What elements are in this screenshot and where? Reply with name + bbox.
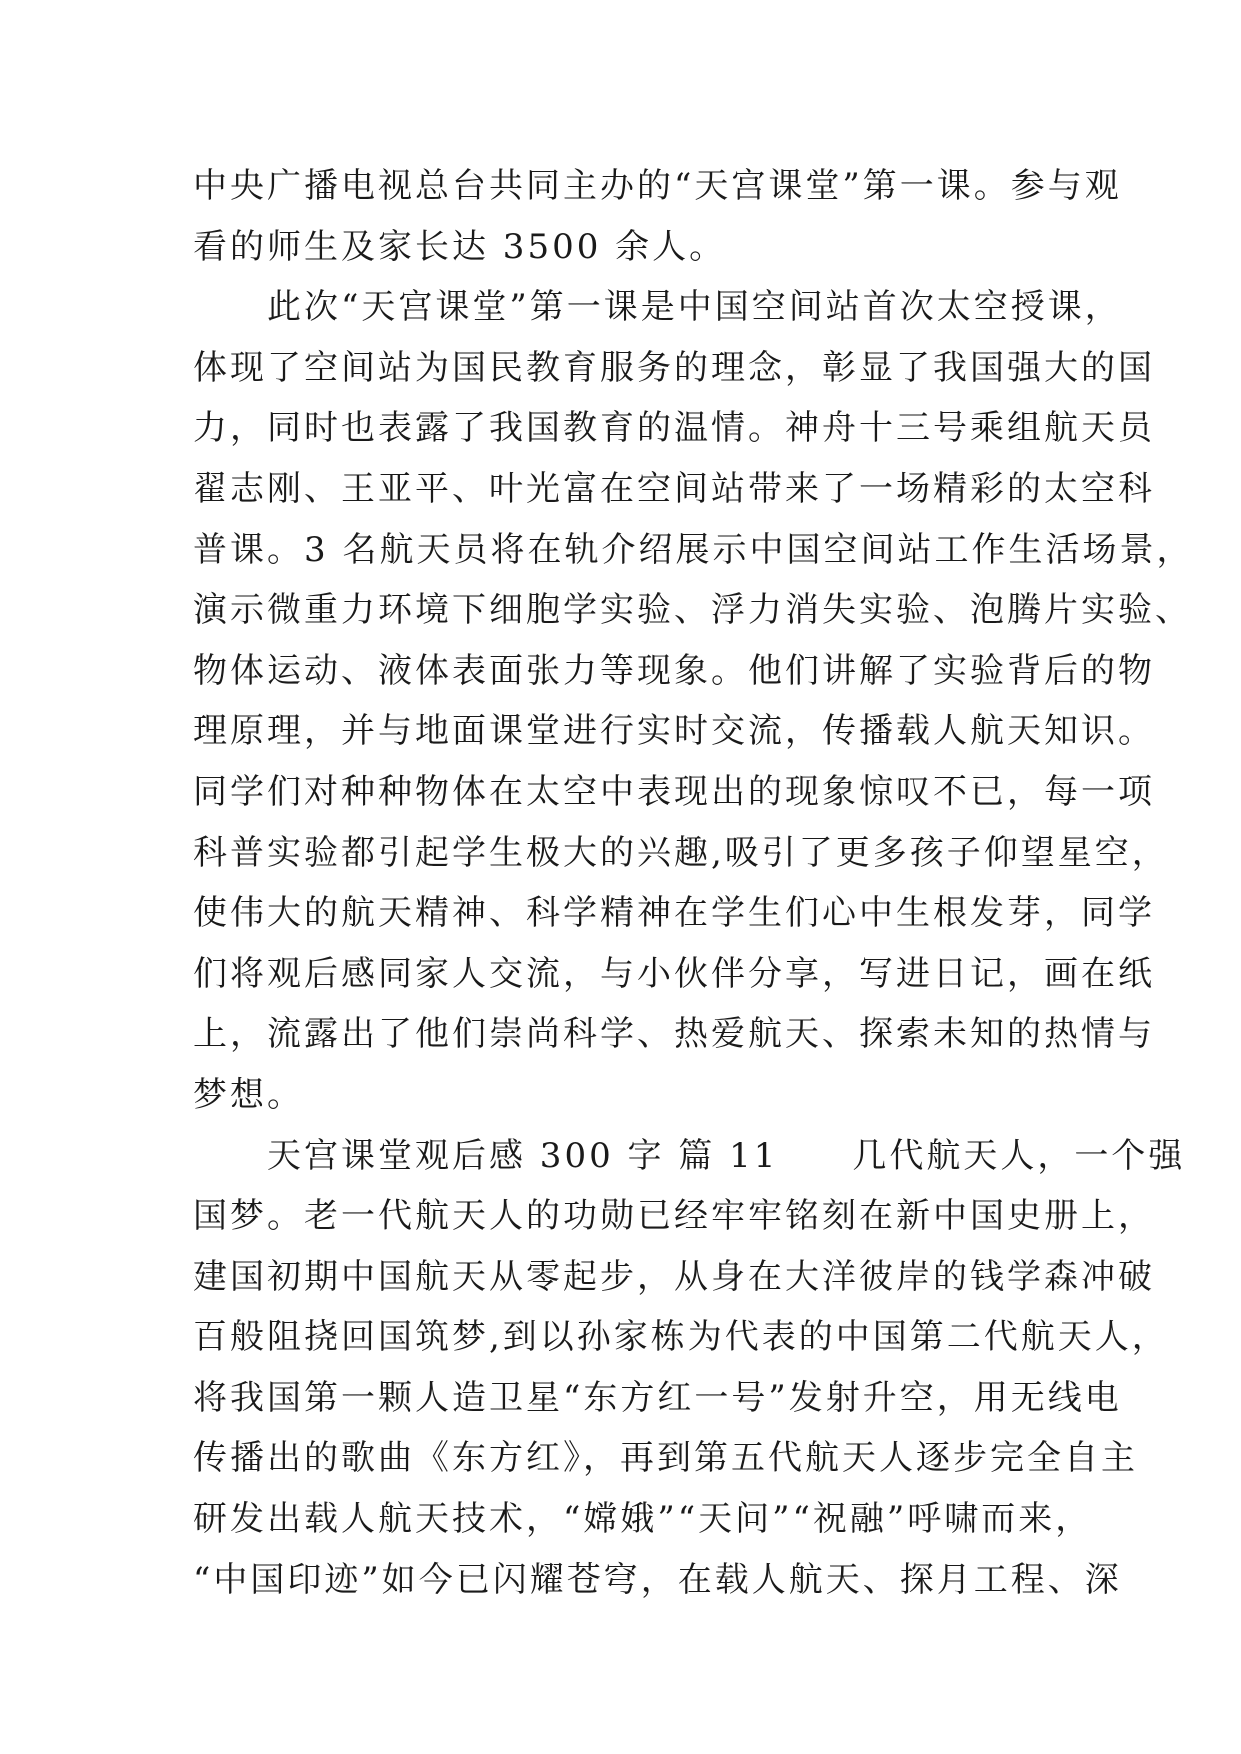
text-line-7: 普课。3 名航天员将在轨介绍展示中国空间站工作生活场景，	[193, 529, 1194, 570]
text-line-22: 传播出的歌曲《东方红》，再到第五代航天人逐步完全自主	[193, 1438, 1138, 1479]
text-line-21: 将我国第一颗人造卫星“东方红一号”发射升空，用无线电	[193, 1377, 1122, 1418]
text-line-14: 们将观后感同家人交流，与小伙伴分享，写进日记，画在纸	[193, 953, 1155, 994]
text-line-17: 天宫课堂观后感 300 字 篇 11 几代航天人，一个强	[267, 1135, 1186, 1176]
text-line-9: 物体运动、液体表面张力等现象。他们讲解了实验背后的物	[193, 650, 1155, 691]
text-line-12: 科普实验都引起学生极大的兴趣,吸引了更多孩子仰望星空，	[193, 832, 1169, 873]
text-line-16: 梦想。	[193, 1074, 304, 1115]
text-line-3: 此次“天宫课堂”第一课是中国空间站首次太空授课，	[267, 287, 1122, 328]
text-line-19: 建国初期中国航天从零起步，从身在大洋彼岸的钱学森冲破	[193, 1256, 1155, 1297]
text-line-1: 中央广播电视总台共同主办的“天宫课堂”第一课。参与观	[193, 166, 1122, 206]
text-line-15: 上，流露出了他们崇尚科学、热爱航天、探索未知的热情与	[193, 1014, 1155, 1055]
text-line-13: 使伟大的航天精神、科学精神在学生们心中生根发芽，同学	[193, 893, 1155, 934]
text-line-5: 力，同时也表露了我国教育的温情。神舟十三号乘组航天员	[193, 408, 1155, 449]
text-line-24: “中国印迹”如今已闪耀苍穹，在载人航天、探月工程、深	[193, 1559, 1122, 1600]
text-line-8: 演示微重力环境下细胞学实验、浮力消失实验、泡腾片实验、	[193, 590, 1192, 631]
body-text	[193, 156, 1194, 1610]
text-line-6: 翟志刚、王亚平、叶光富在空间站带来了一场精彩的太空科	[193, 468, 1155, 509]
text-line-11: 同学们对种种物体在太空中表现出的现象惊叹不已，每一项	[193, 771, 1155, 812]
text-line-4: 体现了空间站为国民教育服务的理念，彰显了我国强大的国	[193, 347, 1155, 388]
text-line-10: 理原理，并与地面课堂进行实时交流，传播载人航天知识。	[193, 711, 1155, 752]
text-line-20: 百般阻挠回国筑梦,到以孙家栋为代表的中国第二代航天人，	[193, 1317, 1169, 1358]
text-line-18: 国梦。老一代航天人的功勋已经牢牢铭刻在新中国史册上，	[193, 1196, 1155, 1237]
text-line-23: 研发出载人航天技术，“嫦娥”“天问”“祝融”呼啸而来，	[193, 1499, 1093, 1540]
text-line-2: 看的师生及家长达 3500 余人。	[193, 226, 727, 267]
